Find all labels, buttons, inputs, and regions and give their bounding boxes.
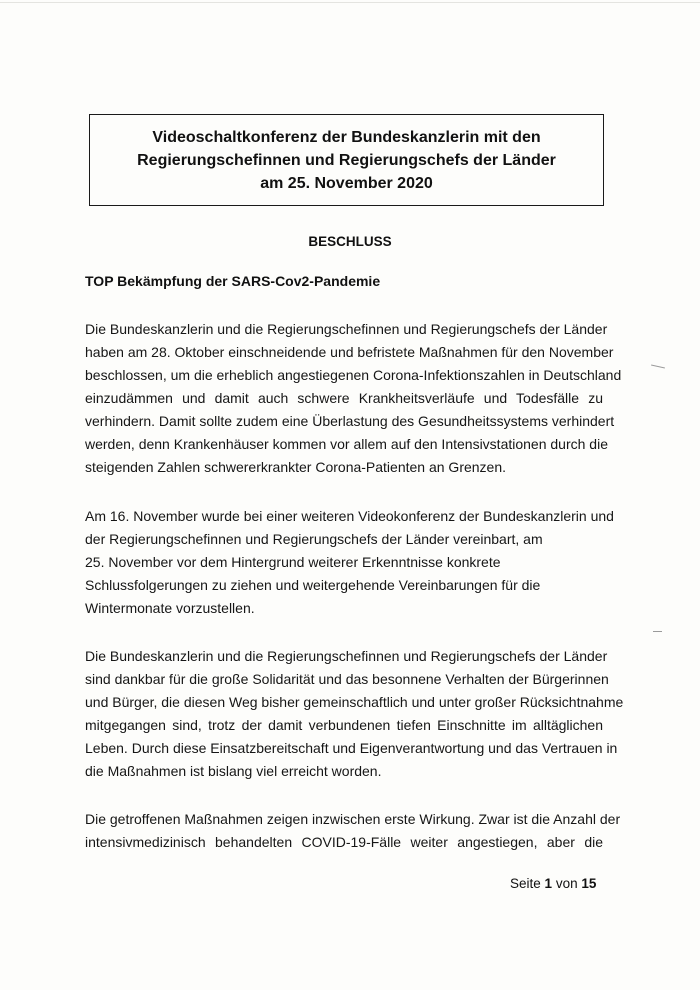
text-line: Wintermonate vorzustellen.	[85, 600, 255, 616]
title-line: Regierungschefinnen und Regierungschefs der Länder	[137, 151, 556, 169]
text-line: Leben. Durch diese Einsatzbereitschaft und Eigenverantwortung und das Vertrauen in	[85, 740, 618, 756]
text-line: Die Bundeskanzlerin und die Regierungschefinnen und Regierungschefs der Länder	[85, 648, 608, 664]
text-line: Die Bundeskanzlerin und die Regierungschefinnen und Regierungschefs der Länder	[85, 321, 608, 337]
scan-artifact	[651, 365, 665, 369]
section-title: BESCHLUSS	[308, 234, 392, 249]
scan-artifact	[0, 2, 700, 3]
text-line: haben am 28. Oktober einschneidende und befristete Maßnahmen für den November	[85, 344, 614, 360]
page-current: 1	[544, 876, 553, 891]
text-line: Schlussfolgerungen zu ziehen und weitergehende Vereinbarungen für die	[85, 577, 541, 593]
text-line: beschlossen, um die erheblich angestiegenen Corona-Infektionszahlen in Deutschland	[85, 367, 622, 383]
text-line: steigenden Zahlen schwererkrankter Corona-Patienten an Grenzen.	[85, 459, 507, 475]
text-line: Am 16. November wurde bei einer weiteren Videokonferenz der Bundeskanzlerin und	[85, 508, 614, 524]
title-line: am 25. November 2020	[260, 174, 433, 192]
title-box	[89, 114, 604, 206]
text-line: der Regierungschefinnen und Regierungschefs der Länder vereinbart, am	[85, 531, 543, 547]
page-total: 15	[581, 876, 597, 891]
text-line: und Bürger, die diesen Weg bisher gemeinschaftlich und unter großer Rücksichtnahme	[85, 694, 624, 710]
text-line: die Maßnahmen ist bislang viel erreicht worden.	[85, 763, 382, 779]
paragraph	[85, 645, 624, 783]
text-line: werden, denn Krankenhäuser kommen vor allem auf den Intensivstationen durch die	[85, 436, 608, 452]
page-number	[510, 876, 596, 891]
page-separator: von	[555, 876, 578, 891]
paragraph	[85, 505, 614, 620]
text-line: 25. November vor dem Hintergrund weiterer Erkenntnisse konkrete	[85, 554, 501, 570]
agenda-heading: TOP Bekämpfung der SARS-Cov2-Pandemie	[85, 273, 381, 289]
text-line: Die getroffenen Maßnahmen zeigen inzwischen erste Wirkung. Zwar ist die Anzahl der	[85, 811, 621, 827]
page-prefix: Seite	[510, 876, 541, 891]
scan-artifact	[653, 631, 662, 632]
paragraph	[85, 808, 621, 854]
text-line: intensivmedizinisch behandelten COVID-19-Fälle weiter angestiegen, aber die	[85, 834, 603, 850]
text-line: verhindern. Damit sollte zudem eine Überlastung des Gesundheitssystems verhindert	[85, 413, 615, 429]
text-line: mitgegangen sind, trotz der damit verbundenen tiefen Einschnitte im alltäglichen	[85, 717, 603, 733]
text-line: sind dankbar für die große Solidarität und das besonnene Verhalten der Bürgerinnen	[85, 671, 609, 687]
paragraph	[85, 318, 622, 479]
text-line: einzudämmen und damit auch schwere Krankheitsverläufe und Todesfälle zu	[85, 390, 603, 406]
title-line: Videoschaltkonferenz der Bundeskanzlerin mit den	[152, 128, 541, 146]
